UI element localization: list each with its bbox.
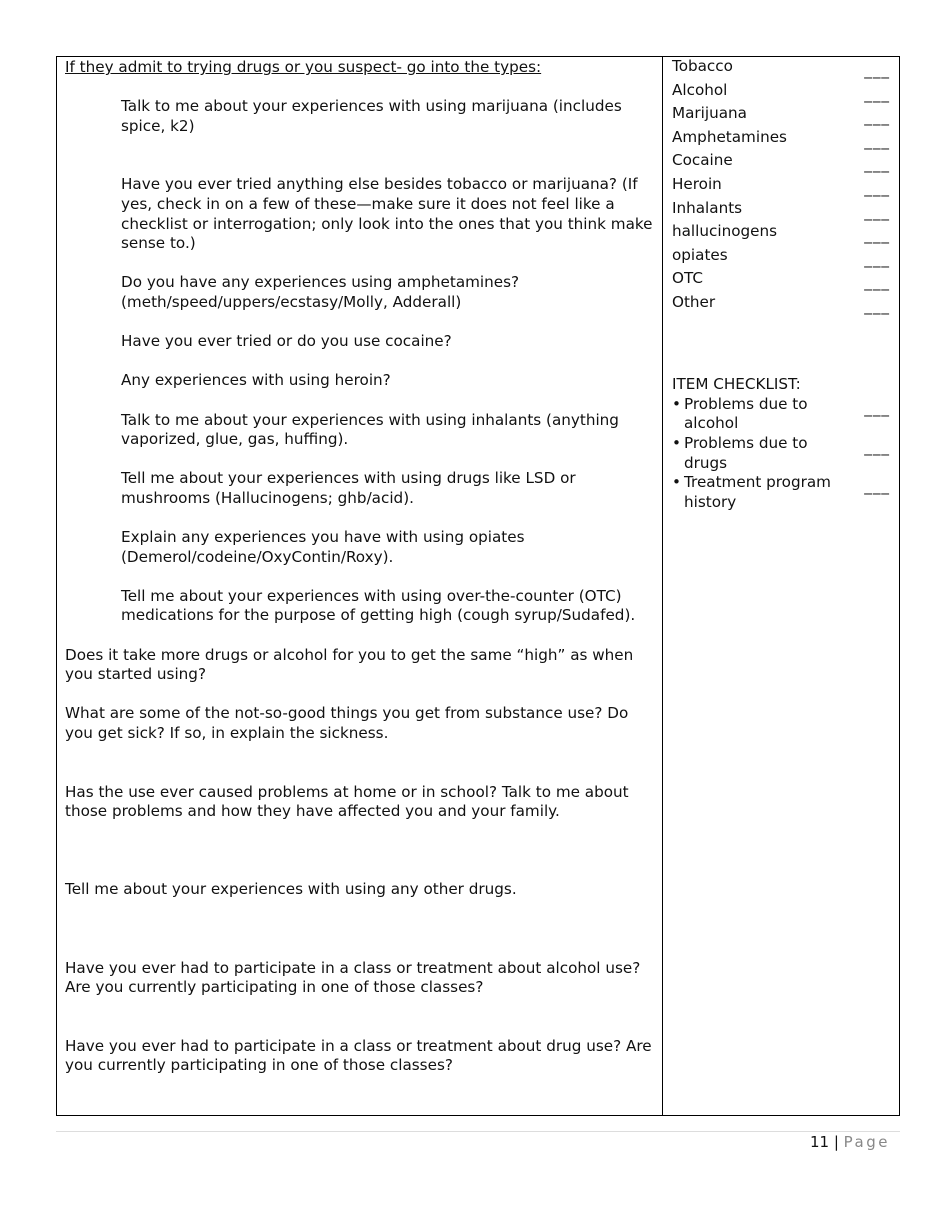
checklist-item-label: Problems due to drugs (684, 433, 808, 472)
bullet-icon: • (672, 394, 681, 413)
interview-questions-column (65, 58, 659, 1076)
substance-row (672, 175, 890, 199)
checklist-blank: ___ (864, 398, 890, 417)
substance-row (672, 222, 890, 246)
checklist-item (672, 434, 890, 473)
checklist-item (672, 473, 890, 512)
substance-blank: ___ (864, 61, 890, 79)
checklist-blank: ___ (864, 437, 890, 456)
question-tolerance: Does it take more drugs or alcohol for you to get the same “high” as when you started using? (65, 645, 634, 684)
substance-blank: ___ (864, 273, 890, 292)
substance-blank: ___ (864, 296, 890, 315)
footer-rule (56, 1131, 900, 1132)
question-amphetamines: Do you have any experiences using amphetamines? (meth/speed/uppers/ecstasy/Molly, Adderall) (121, 273, 520, 311)
question-marijuana: Talk to me about your experiences with using marijuana (includes spice, k2) (121, 97, 622, 135)
intro-instruction: If they admit to trying drugs or you suspect- go into the types: (65, 58, 542, 76)
question-not-so-good: What are some of the not-so-good things you get from substance use? Do you get sick? If so, in explain the sickness. (65, 704, 629, 742)
substance-label: Inhalants (672, 198, 743, 217)
column-divider (662, 56, 663, 1116)
question-hallucinogens: Tell me about your experiences with using drugs like LSD or mushrooms (Hallucinogens; ghb/acid). (121, 469, 576, 507)
page-number: 11 (809, 1133, 830, 1151)
substance-blank: ___ (864, 178, 890, 197)
question-alcohol-class: Have you ever had to participate in a class or treatment about alcohol use? Are you currently participating in one of those classes? (65, 958, 641, 997)
footer-separator: | (833, 1133, 839, 1151)
substance-row (672, 128, 890, 152)
substance-label: Heroin (672, 174, 722, 193)
substance-label: OTC (672, 269, 703, 288)
page-label: Page (843, 1133, 890, 1151)
question-drug-class: Have you ever had to participate in a class or treatment about drug use? Are you currently participating in one of those classes? (65, 1036, 652, 1075)
substance-label: Tobacco (672, 57, 733, 75)
substance-blank: ___ (864, 155, 890, 174)
substance-blank: ___ (864, 131, 890, 150)
substance-row (672, 199, 890, 223)
substance-blank: ___ (864, 108, 890, 127)
question-other-drugs: Tell me about your experiences with using any other drugs. (65, 880, 517, 899)
substance-label: Alcohol (672, 80, 728, 99)
substance-row (672, 104, 890, 128)
substance-blank: ___ (864, 249, 890, 268)
question-cocaine: Have you ever tried or do you use cocaine? (121, 332, 452, 351)
checklist-blank: ___ (864, 477, 890, 496)
substance-blank: ___ (864, 226, 890, 245)
question-problems: Has the use ever caused problems at home or in school? Talk to me about those problems and how they have affected you and your family. (65, 782, 629, 821)
question-otc: Tell me about your experiences with using over-the-counter (OTC) medications for the purpose of getting high (cough syrup/Sudafed). (121, 586, 636, 625)
checklist-item-label: Problems due to alcohol (684, 394, 808, 433)
substance-label: Amphetamines (672, 127, 787, 146)
checklist-column (672, 57, 890, 512)
substance-label: Cocaine (672, 151, 733, 170)
substance-row (672, 57, 890, 81)
substance-row (672, 269, 890, 293)
checklist-item-label: Treatment program history (684, 473, 831, 511)
question-opiates: Explain any experiences you have with using opiates (Demerol/codeine/OxyContin/Roxy). (121, 528, 525, 566)
substance-label: Other (672, 292, 716, 311)
item-checklist-title: ITEM CHECKLIST: (672, 375, 801, 394)
bullet-icon: • (672, 473, 681, 492)
substance-label: Marijuana (672, 104, 747, 123)
substance-blank: ___ (864, 84, 890, 103)
substance-label: hallucinogens (672, 222, 778, 241)
question-inhalants: Talk to me about your experiences with using inhalants (anything vaporized, glue, gas, huffing). (121, 410, 619, 449)
bullet-icon: • (672, 433, 681, 452)
page-footer (810, 1133, 890, 1151)
substance-blank: ___ (864, 202, 890, 221)
checklist-item (672, 395, 890, 434)
substance-row (672, 246, 890, 270)
question-heroin: Any experiences with using heroin? (121, 371, 391, 390)
substance-label: opiates (672, 245, 728, 264)
substance-row (672, 81, 890, 105)
substance-row (672, 151, 890, 175)
question-anything-else: Have you ever tried anything else besides tobacco or marijuana? (If yes, check in on a few of these—make sure it does not feel like a checklist or interrogation; only look into the ones that you think make sense to.) (121, 175, 653, 253)
substance-row (672, 293, 890, 317)
